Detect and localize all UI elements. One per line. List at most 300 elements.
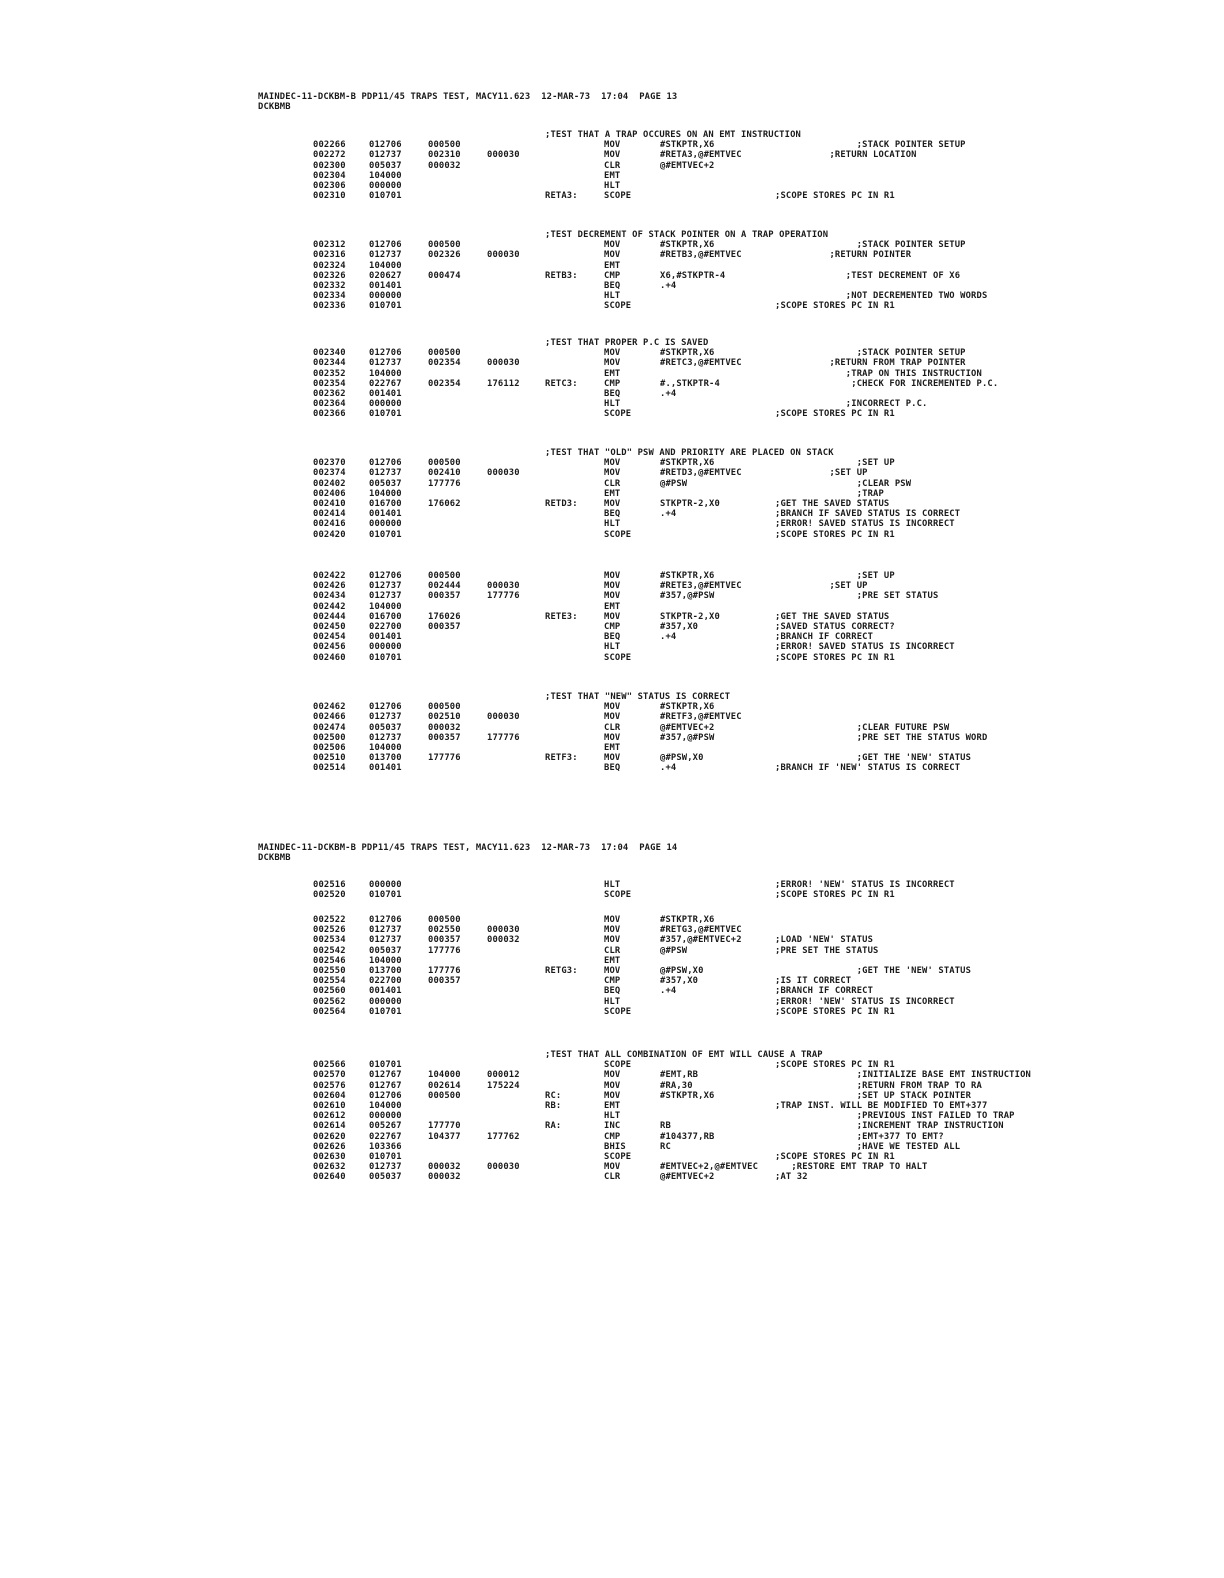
label: RETC3: <box>545 378 578 389</box>
word: 002444 <box>428 581 461 592</box>
listing-line <box>0 281 1224 291</box>
word: 000030 <box>487 250 520 261</box>
word: 177776 <box>428 478 461 489</box>
word: 175224 <box>487 1080 520 1091</box>
listing-line <box>0 1162 1224 1172</box>
addr: 002450 <box>313 622 346 632</box>
listing-line <box>0 966 1224 976</box>
opcode: SCOPE <box>604 301 632 312</box>
word: 104377 <box>428 1131 461 1142</box>
word: 012706 <box>369 240 402 251</box>
addr: 002462 <box>313 702 346 713</box>
listing-line <box>0 915 1224 925</box>
addr: 002316 <box>313 250 346 261</box>
opcode: MOV <box>604 1070 621 1081</box>
word: 016700 <box>369 499 402 509</box>
listing-line <box>0 1070 1224 1080</box>
opcode: CLR <box>604 1172 621 1183</box>
operand: @#PSW,X0 <box>660 966 704 976</box>
word: 000357 <box>428 935 461 946</box>
section-comment: ;TEST THAT "OLD" PSW AND PRIORITY ARE PLACED ON STACK <box>545 448 834 458</box>
operand: #STKPTR,X6 <box>660 571 715 581</box>
listing-line <box>0 1132 1224 1142</box>
listing-line <box>0 702 1224 712</box>
word: 002326 <box>428 250 461 261</box>
opcode: HLT <box>604 996 621 1007</box>
listing-line <box>0 489 1224 499</box>
operand: .+4 <box>660 389 677 399</box>
addr: 002366 <box>313 409 346 420</box>
listing-line <box>0 250 1224 260</box>
addr: 002324 <box>313 260 346 271</box>
word: 005037 <box>369 722 402 733</box>
word: 012737 <box>369 712 402 723</box>
addr: 002414 <box>313 509 346 520</box>
operand: #RETF3,@#EMTVEC <box>660 712 742 723</box>
addr: 002610 <box>313 1101 346 1111</box>
listing-line <box>0 571 1224 581</box>
opcode: MOV <box>604 1080 621 1091</box>
word: 002354 <box>428 378 461 389</box>
operand: #STKPTR,X6 <box>660 702 715 713</box>
comment: ;SET UP <box>775 468 868 479</box>
word: 010701 <box>369 890 402 901</box>
opcode: MOV <box>604 732 621 743</box>
opcode: HLT <box>604 1111 621 1122</box>
operand: #STKPTR,X6 <box>660 240 715 251</box>
addr: 002402 <box>313 478 346 489</box>
listing-line <box>0 946 1224 956</box>
opcode: MOV <box>604 591 621 602</box>
operand: #STKPTR,X6 <box>660 140 715 151</box>
section-comment: ;TEST THAT ALL COMBINATION OF EMT WILL CAUSE A TRAP <box>545 1050 823 1060</box>
opcode: CLR <box>604 722 621 733</box>
comment: ;GET THE SAVED STATUS <box>775 611 890 622</box>
opcode: EMT <box>604 743 621 753</box>
word: 104000 <box>369 260 402 271</box>
word: 001401 <box>369 389 402 399</box>
addr: 002354 <box>313 378 346 389</box>
addr: 002534 <box>313 935 346 946</box>
section-comment: ;TEST THAT A TRAP OCCURES ON AN EMT INSTRUCTION <box>545 130 801 140</box>
word: 002354 <box>428 358 461 369</box>
opcode: SCOPE <box>604 409 632 420</box>
addr: 002456 <box>313 642 346 653</box>
opcode: CMP <box>604 270 621 281</box>
operand: #STKPTR,X6 <box>660 458 715 469</box>
word: 000500 <box>428 915 461 925</box>
addr: 002520 <box>313 890 346 901</box>
operand: #357,@#EMTVEC+2 <box>660 935 742 946</box>
operand: #357,@#PSW <box>660 591 715 602</box>
addr: 002500 <box>313 732 346 743</box>
word: 000474 <box>428 270 461 281</box>
opcode: CMP <box>604 1131 621 1142</box>
operand: .+4 <box>660 632 677 643</box>
word: 000357 <box>428 732 461 743</box>
section-comment: ;TEST THAT PROPER P.C IS SAVED <box>545 338 709 348</box>
comment: ;STACK POINTER SETUP <box>775 140 966 151</box>
operand: #104377,RB <box>660 1131 715 1142</box>
word: 000012 <box>487 1070 520 1081</box>
operand: RB <box>660 1121 671 1132</box>
word: 104000 <box>369 743 402 753</box>
comment: ;GET THE 'NEW' STATUS <box>775 966 972 976</box>
label: RETG3: <box>545 966 578 976</box>
word: 000357 <box>428 591 461 602</box>
listing-line <box>0 1091 1224 1101</box>
addr: 002300 <box>313 160 346 171</box>
addr: 002422 <box>313 571 346 581</box>
addr: 002604 <box>313 1090 346 1101</box>
listing-line <box>0 140 1224 150</box>
addr: 002434 <box>313 591 346 602</box>
word: 104000 <box>369 368 402 379</box>
comment: ;PRE SET STATUS <box>775 591 939 602</box>
word: 010701 <box>369 301 402 312</box>
addr: 002526 <box>313 925 346 936</box>
word: 177776 <box>428 966 461 976</box>
opcode: INC <box>604 1121 621 1132</box>
addr: 002522 <box>313 915 346 925</box>
opcode: SCOPE <box>604 191 632 202</box>
comment: ;TRAP ON THIS INSTRUCTION <box>775 368 982 379</box>
addr: 002344 <box>313 358 346 369</box>
addr: 002304 <box>313 170 346 181</box>
operand: #357,X0 <box>660 976 699 987</box>
word: 000030 <box>487 358 520 369</box>
comment: ;RETURN LOCATION <box>775 150 917 161</box>
listing-line <box>0 632 1224 642</box>
listing-line <box>0 733 1224 743</box>
section-comment: ;TEST THAT "NEW" STATUS IS CORRECT <box>545 692 731 702</box>
word: 000032 <box>428 722 461 733</box>
word: 000032 <box>487 935 520 946</box>
addr: 002510 <box>313 753 346 764</box>
label: RA: <box>545 1121 562 1132</box>
word: 001401 <box>369 986 402 997</box>
word: 013700 <box>369 753 402 764</box>
operand: #RETD3,@#EMTVEC <box>660 468 742 479</box>
comment: ;GET THE 'NEW' STATUS <box>775 753 972 764</box>
addr: 002374 <box>313 468 346 479</box>
listing-line <box>0 997 1224 1007</box>
operand: #STKPTR,X6 <box>660 915 715 925</box>
operand: STKPTR-2,X0 <box>660 499 720 509</box>
label: RETF3: <box>545 753 578 764</box>
operand: #RETE3,@#EMTVEC <box>660 581 742 592</box>
listing-line <box>0 240 1224 250</box>
word: 010701 <box>369 191 402 202</box>
comment: ;CLEAR PSW <box>775 478 912 489</box>
operand: #357,X0 <box>660 622 699 632</box>
word: 000000 <box>369 399 402 410</box>
word: 012767 <box>369 1070 402 1081</box>
addr: 002576 <box>313 1080 346 1091</box>
word: 012737 <box>369 150 402 161</box>
comment: ;SAVED STATUS CORRECT? <box>775 622 895 632</box>
comment: ;SCOPE STORES PC IN R1 <box>775 1006 895 1017</box>
addr: 002416 <box>313 519 346 530</box>
opcode: HLT <box>604 519 621 530</box>
word: 012737 <box>369 732 402 743</box>
comment: ;TEST DECREMENT OF X6 <box>775 270 961 281</box>
addr: 002364 <box>313 399 346 410</box>
listing-line <box>0 1101 1224 1111</box>
operand: .+4 <box>660 281 677 291</box>
addr: 002442 <box>313 601 346 612</box>
addr: 002614 <box>313 1121 346 1132</box>
comment: ;LOAD 'NEW' STATUS <box>775 935 874 946</box>
addr: 002340 <box>313 348 346 359</box>
opcode: MOV <box>604 702 621 713</box>
listing-line <box>0 1152 1224 1162</box>
opcode: BEQ <box>604 986 621 997</box>
listing-line <box>0 753 1224 763</box>
addr: 002272 <box>313 150 346 161</box>
word: 177776 <box>487 732 520 743</box>
opcode: SCOPE <box>604 890 632 901</box>
operand: .+4 <box>660 509 677 520</box>
listing-line <box>0 723 1224 733</box>
word: 001401 <box>369 281 402 291</box>
word: 010701 <box>369 1006 402 1017</box>
operand: #RETB3,@#EMTVEC <box>660 250 742 261</box>
comment: ;SET UP <box>775 458 895 469</box>
program-name: DCKBMB <box>258 853 291 864</box>
listing-line <box>0 1121 1224 1131</box>
operand: @#EMTVEC+2 <box>660 722 715 733</box>
operand: #STKPTR,X6 <box>660 1090 715 1101</box>
word: 177762 <box>487 1131 520 1142</box>
program-name: DCKBMB <box>258 102 291 113</box>
comment: ;INCREMENT TRAP INSTRUCTION <box>775 1121 1004 1132</box>
label: RETB3: <box>545 270 578 281</box>
addr: 002506 <box>313 743 346 753</box>
addr: 002640 <box>313 1172 346 1183</box>
addr: 002312 <box>313 240 346 251</box>
addr: 002546 <box>313 955 346 966</box>
opcode: EMT <box>604 170 621 181</box>
comment: ;SCOPE STORES PC IN R1 <box>775 890 895 901</box>
word: 001401 <box>369 763 402 774</box>
word: 016700 <box>369 611 402 622</box>
addr: 002632 <box>313 1162 346 1173</box>
listing-line <box>0 602 1224 612</box>
word: 177776 <box>428 753 461 764</box>
label: RB: <box>545 1101 562 1111</box>
listing-line <box>0 291 1224 301</box>
listing-line <box>0 271 1224 281</box>
word: 012706 <box>369 915 402 925</box>
word: 010701 <box>369 529 402 540</box>
comment: ;SCOPE STORES PC IN R1 <box>775 191 895 202</box>
addr: 002630 <box>313 1152 346 1162</box>
addr: 002310 <box>313 191 346 202</box>
comment: ;INITIALIZE BASE EMT INSTRUCTION <box>775 1070 1031 1081</box>
word: 000500 <box>428 571 461 581</box>
word: 104000 <box>428 1070 461 1081</box>
word: 001401 <box>369 509 402 520</box>
operand: #STKPTR,X6 <box>660 348 715 359</box>
addr: 002420 <box>313 529 346 540</box>
word: 022767 <box>369 378 402 389</box>
listing-line <box>0 890 1224 900</box>
opcode: MOV <box>604 925 621 936</box>
word: 005267 <box>369 1121 402 1132</box>
word: 010701 <box>369 1060 402 1071</box>
word: 012706 <box>369 458 402 469</box>
opcode: MOV <box>604 966 621 976</box>
word: 002550 <box>428 925 461 936</box>
addr: 002516 <box>313 880 346 890</box>
listing-line <box>0 499 1224 509</box>
word: 177776 <box>487 591 520 602</box>
addr: 002370 <box>313 458 346 469</box>
addr: 002362 <box>313 389 346 399</box>
listing-line <box>0 880 1224 890</box>
opcode: HLT <box>604 181 621 191</box>
opcode: BEQ <box>604 763 621 774</box>
listing-line <box>0 530 1224 540</box>
listing-line <box>0 379 1224 389</box>
word: 010701 <box>369 652 402 663</box>
operand: #RA,30 <box>660 1080 693 1091</box>
word: 000000 <box>369 519 402 530</box>
word: 012737 <box>369 925 402 936</box>
opcode: MOV <box>604 150 621 161</box>
word: 002410 <box>428 468 461 479</box>
listing-line <box>0 591 1224 601</box>
word: 012737 <box>369 581 402 592</box>
addr: 002444 <box>313 611 346 622</box>
comment: ;SET UP STACK POINTER <box>775 1090 972 1101</box>
word: 177770 <box>428 1121 461 1132</box>
addr: 002564 <box>313 1006 346 1017</box>
word: 000500 <box>428 348 461 359</box>
opcode: MOV <box>604 358 621 369</box>
word: 000357 <box>428 622 461 632</box>
word: 000030 <box>487 712 520 723</box>
addr: 002612 <box>313 1111 346 1122</box>
opcode: SCOPE <box>604 1060 632 1071</box>
opcode: MOV <box>604 240 621 251</box>
word: 012737 <box>369 1162 402 1173</box>
comment: ;EMT+377 TO EMT? <box>775 1131 944 1142</box>
word: 012706 <box>369 571 402 581</box>
listing-line <box>0 653 1224 663</box>
operand: #357,@#PSW <box>660 732 715 743</box>
opcode: BEQ <box>604 632 621 643</box>
comment: ;IS IT CORRECT <box>775 976 852 987</box>
word: 000030 <box>487 1162 520 1173</box>
addr: 002406 <box>313 488 346 499</box>
addr: 002626 <box>313 1141 346 1152</box>
addr: 002454 <box>313 632 346 643</box>
listing-line <box>0 622 1224 632</box>
comment: ;SET UP <box>775 581 868 592</box>
word: 104000 <box>369 601 402 612</box>
operand: #EMT,RB <box>660 1070 699 1081</box>
opcode: CLR <box>604 478 621 489</box>
addr: 002560 <box>313 986 346 997</box>
addr: 002326 <box>313 270 346 281</box>
word: 012737 <box>369 591 402 602</box>
opcode: EMT <box>604 1101 621 1111</box>
addr: 002352 <box>313 368 346 379</box>
listing-line <box>0 935 1224 945</box>
addr: 002542 <box>313 945 346 956</box>
listing-line <box>0 509 1224 519</box>
comment: ;CLEAR FUTURE PSW <box>775 722 950 733</box>
word: 000500 <box>428 702 461 713</box>
comment: ;NOT DECREMENTED TWO WORDS <box>775 291 988 302</box>
opcode: EMT <box>604 488 621 499</box>
listing-line <box>0 1060 1224 1070</box>
word: 005037 <box>369 160 402 171</box>
listing-line <box>0 479 1224 489</box>
comment: ;AT 32 <box>775 1172 808 1183</box>
opcode: MOV <box>604 250 621 261</box>
listing-line <box>0 301 1224 311</box>
word: 012706 <box>369 140 402 151</box>
word: 000000 <box>369 880 402 890</box>
word: 010701 <box>369 1152 402 1162</box>
page-14-header <box>258 843 677 863</box>
word: 000032 <box>428 1162 461 1173</box>
word: 005037 <box>369 478 402 489</box>
listing-line <box>0 1142 1224 1152</box>
opcode: BEQ <box>604 509 621 520</box>
page-title: MAINDEC-11-DCKBM-B PDP11/45 TRAPS TEST, MACY11.623 12-MAR-73 17:04 PAGE 14 <box>258 843 678 853</box>
operand: #RETA3,@#EMTVEC <box>660 150 742 161</box>
operand: RC <box>660 1141 671 1152</box>
word: 000500 <box>428 458 461 469</box>
listing-line <box>0 581 1224 591</box>
opcode: HLT <box>604 291 621 302</box>
addr: 002426 <box>313 581 346 592</box>
word: 022700 <box>369 976 402 987</box>
word: 000000 <box>369 1111 402 1122</box>
comment: ;GET THE SAVED STATUS <box>775 499 890 509</box>
operand: #.,STKPTR-4 <box>660 378 720 389</box>
opcode: EMT <box>604 260 621 271</box>
opcode: BEQ <box>604 281 621 291</box>
word: 005037 <box>369 945 402 956</box>
listing-line <box>0 348 1224 358</box>
listing-line <box>0 389 1224 399</box>
label: RETE3: <box>545 611 578 622</box>
word: 000030 <box>487 468 520 479</box>
opcode: MOV <box>604 1162 621 1173</box>
comment: ;PRE SET THE STATUS <box>775 945 879 956</box>
listing-line <box>0 956 1224 966</box>
word: 000030 <box>487 925 520 936</box>
operand: @#EMTVEC+2 <box>660 160 715 171</box>
opcode: MOV <box>604 140 621 151</box>
operand: @#PSW,X0 <box>660 753 704 764</box>
addr: 002460 <box>313 652 346 663</box>
listing-line <box>0 468 1224 478</box>
listing-line <box>0 642 1224 652</box>
listing-line <box>0 1007 1224 1017</box>
comment: ;ERROR! SAVED STATUS IS INCORRECT <box>775 519 955 530</box>
word: 013700 <box>369 966 402 976</box>
comment: ;RETURN FROM TRAP POINTER <box>775 358 966 369</box>
listing-line <box>0 161 1224 171</box>
word: 000000 <box>369 642 402 653</box>
listing-line <box>0 369 1224 379</box>
